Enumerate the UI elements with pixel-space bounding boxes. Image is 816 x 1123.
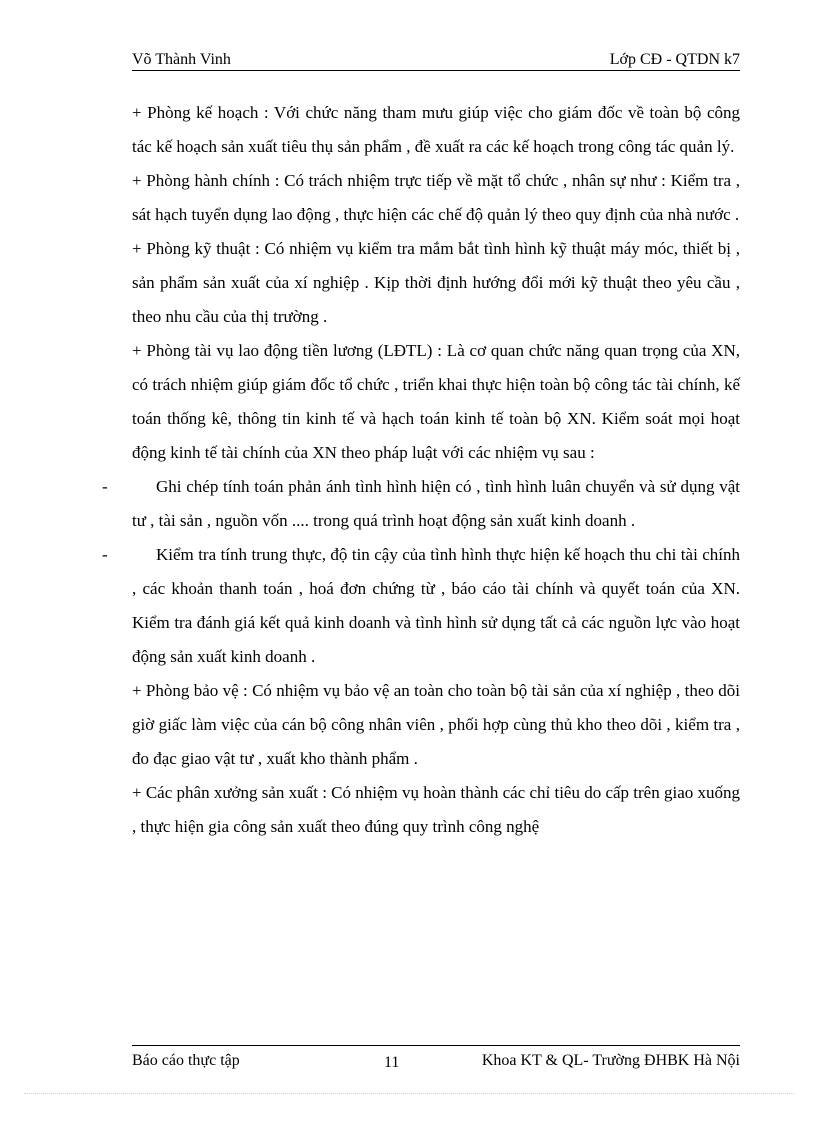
- paragraph-planning-dept: + Phòng kế hoạch : Với chức năng tham mưu giúp việc cho giám đốc về toàn bộ công tác kế hoạch sản xuất tiêu thụ sản phẩm , đề xuất ra các kế hoạch trong công tác quản lý.: [132, 103, 740, 156]
- paragraph-production-workshops: + Các phân xưởng sản xuất : Có nhiệm vụ hoàn thành các chỉ tiêu do cấp trên giao xuống , thực hiện gia công sản xuất theo đúng quy trình công nghệ: [132, 783, 740, 836]
- page-bottom-dotted-divider: [24, 1093, 794, 1094]
- bullet-marker: -: [102, 545, 108, 564]
- header-author: Võ Thành Vinh: [132, 51, 231, 68]
- bullet-item-recording: [102, 470, 740, 538]
- paragraph-technical-dept: + Phòng kỹ thuật : Có nhiệm vụ kiểm tra mắm bắt tình hình kỹ thuật máy móc, thiết bị , sản phẩm sản xuất của xí nghiệp . Kịp thời định hướng đổi mới kỹ thuật theo yêu cầu , theo nhu cầu của thị trường .: [132, 239, 740, 326]
- footer-institution: Khoa KT & QL- Trường ĐHBK Hà Nội: [481, 1052, 740, 1069]
- page-footer: [132, 1045, 740, 1074]
- bullet-text: Kiểm tra tính trung thực, độ tin cậy của tình hình thực hiện kế hoạch thu chi tài chính , các khoản thanh toán , hoá đơn chứng từ , báo cáo tài chính và quyết toán của XN. Kiểm tra đánh giá kết quả kinh doanh và tình hình sử dụng tất cả các nguồn lực vào hoạt động sản xuất kinh doanh .: [132, 545, 740, 666]
- paragraph-security-dept: + Phòng bảo vệ : Có nhiệm vụ bảo vệ an toàn cho toàn bộ tài sản của xí nghiệp , theo dõi giờ giấc làm việc của cán bộ công nhân viên , phối hợp cùng thủ kho theo dõi , kiểm tra , đo đạc giao vật tư , xuất kho thành phẩm .: [132, 681, 740, 768]
- page-header: [132, 50, 740, 71]
- page-body: [102, 96, 740, 844]
- footer-report-label: Báo cáo thực tập: [132, 1052, 240, 1069]
- header-class: Lớp CĐ - QTDN k7: [609, 51, 740, 68]
- bullet-text: Ghi chép tính toán phản ánh tình hình hiện có , tình hình luân chuyển và sử dụng vật tư , tài sản , nguồn vốn .... trong quá trình hoạt động sản xuất kinh doanh .: [132, 477, 740, 530]
- bullet-marker: -: [102, 477, 108, 496]
- page-number: 11: [384, 1054, 400, 1071]
- paragraph-admin-dept: + Phòng hành chính : Có trách nhiệm trực tiếp về mặt tổ chức , nhân sự như : Kiểm tra , sát hạch tuyển dụng lao động , thực hiện các chế độ quản lý theo quy định của nhà nước .: [132, 171, 740, 224]
- bullet-item-auditing: [102, 538, 740, 674]
- paragraph-finance-dept: + Phòng tài vụ lao động tiền lương (LĐTL) : Là cơ quan chức năng quan trọng của XN, có trách nhiệm giúp giám đốc tổ chức , triển khai thực hiện toàn bộ công tác tài chính, kế toán thống kê, thông tin kinh tế và hạch toán kinh tế toàn bộ XN. Kiểm soát mọi hoạt động kinh tế tài chính của XN theo pháp luật với các nhiệm vụ sau :: [132, 341, 740, 462]
